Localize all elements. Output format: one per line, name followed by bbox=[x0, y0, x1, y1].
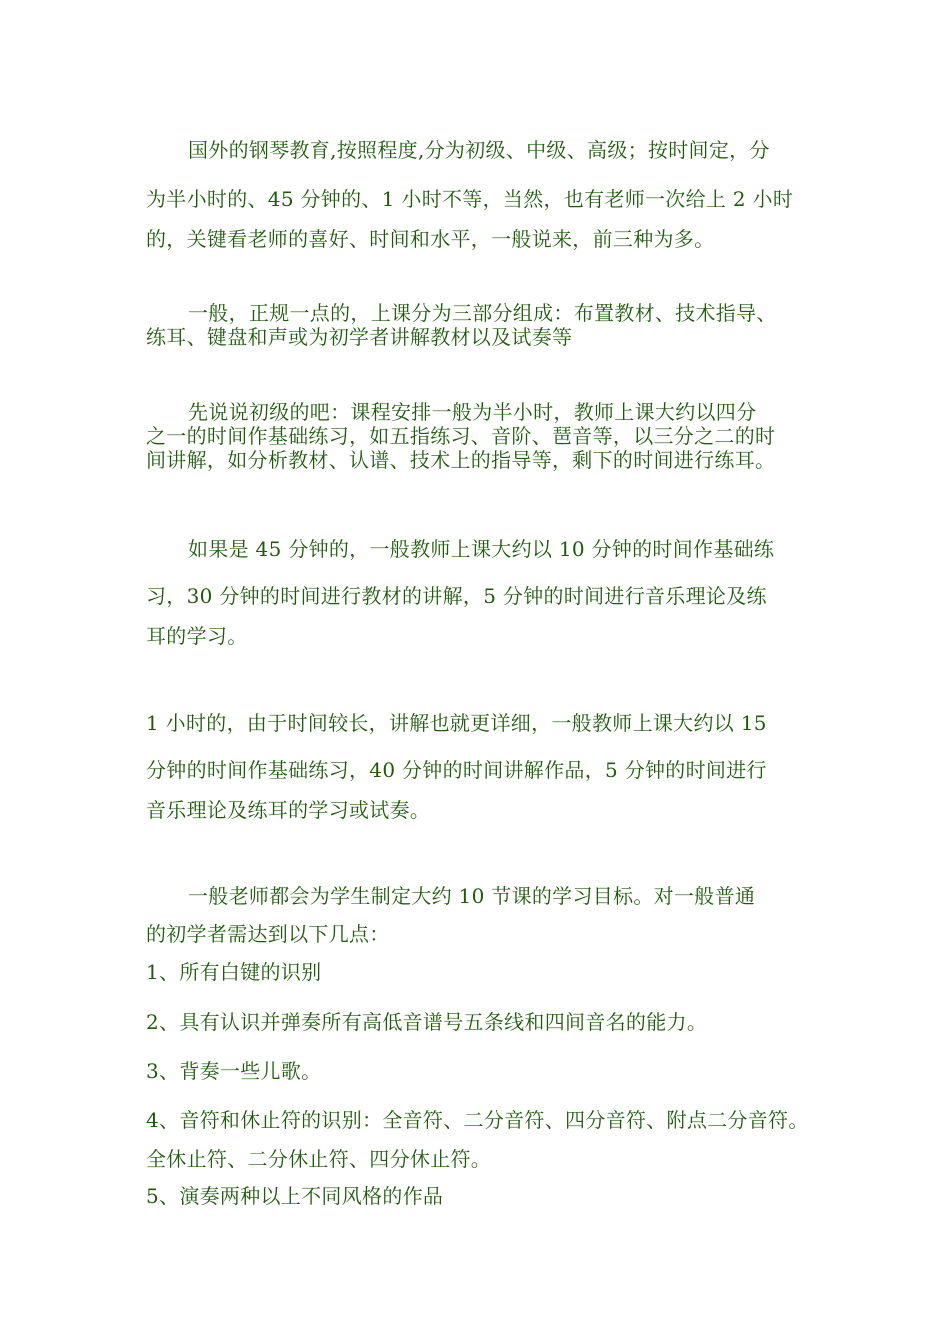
list-item: 5、演奏两种以上不同风格的作品 bbox=[146, 1184, 444, 1208]
paragraph-3-line-2: 之一的时间作基础练习，如五指练习、音阶、琶音等，以三分之二的时 bbox=[146, 424, 776, 448]
paragraph-6-line-2: 的初学者需达到以下几点： bbox=[146, 922, 390, 946]
paragraph-4-line-2: 习，30 分钟的时间进行教材的讲解，5 分钟的时间进行音乐理论及练 bbox=[146, 584, 767, 608]
paragraph-4-line-3: 耳的学习。 bbox=[146, 624, 248, 648]
list-item: 4、音符和休止符的识别：全音符、二分音符、四分音符、附点二分音符。 bbox=[146, 1108, 809, 1132]
paragraph-1-line-3: 的，关键看老师的喜好、时间和水平，一般说来，前三种为多。 bbox=[146, 227, 715, 251]
paragraph-5-line-2: 分钟的时间作基础练习，40 分钟的时间讲解作品，5 分钟的时间进行 bbox=[146, 758, 767, 782]
paragraph-5-line-3: 音乐理论及练耳的学习或试奏。 bbox=[146, 798, 431, 822]
paragraph-5-line-1: 1 小时的，由于时间较长，讲解也就更详细，一般教师上课大约以 15 bbox=[146, 711, 767, 735]
list-item: 1、所有白键的识别 bbox=[146, 960, 322, 984]
paragraph-1-line-1: 国外的钢琴教育,按照程度,分为初级、中级、高级；按时间定，分 bbox=[188, 138, 770, 162]
paragraph-4-line-1: 如果是 45 分钟的，一般教师上课大约以 10 分钟的时间作基础练 bbox=[188, 537, 775, 561]
paragraph-1-line-2: 为半小时的、45 分钟的、1 小时不等，当然，也有老师一次给上 2 小时 bbox=[146, 187, 794, 211]
paragraph-6-line-1: 一般老师都会为学生制定大约 10 节课的学习目标。对一般普通 bbox=[188, 884, 756, 908]
paragraph-2-line-2: 练耳、键盘和声或为初学者讲解教材以及试奏等 bbox=[146, 325, 573, 349]
paragraph-2-line-1: 一般，正规一点的，上课分为三部分组成：布置教材、技术指导、 bbox=[188, 301, 777, 325]
paragraph-3-line-3: 间讲解，如分析教材、认谱、技术上的指导等，剩下的时间进行练耳。 bbox=[146, 448, 776, 472]
paragraph-3-line-1: 先说说初级的吧：课程安排一般为半小时，教师上课大约以四分 bbox=[188, 400, 757, 424]
list-item: 3、背奏一些儿歌。 bbox=[146, 1059, 322, 1083]
list-item: 2、具有认识并弹奏所有高低音谱号五条线和四间音名的能力。 bbox=[146, 1010, 708, 1034]
list-item-continuation: 全休止符、二分休止符、四分休止符。 bbox=[146, 1147, 492, 1171]
